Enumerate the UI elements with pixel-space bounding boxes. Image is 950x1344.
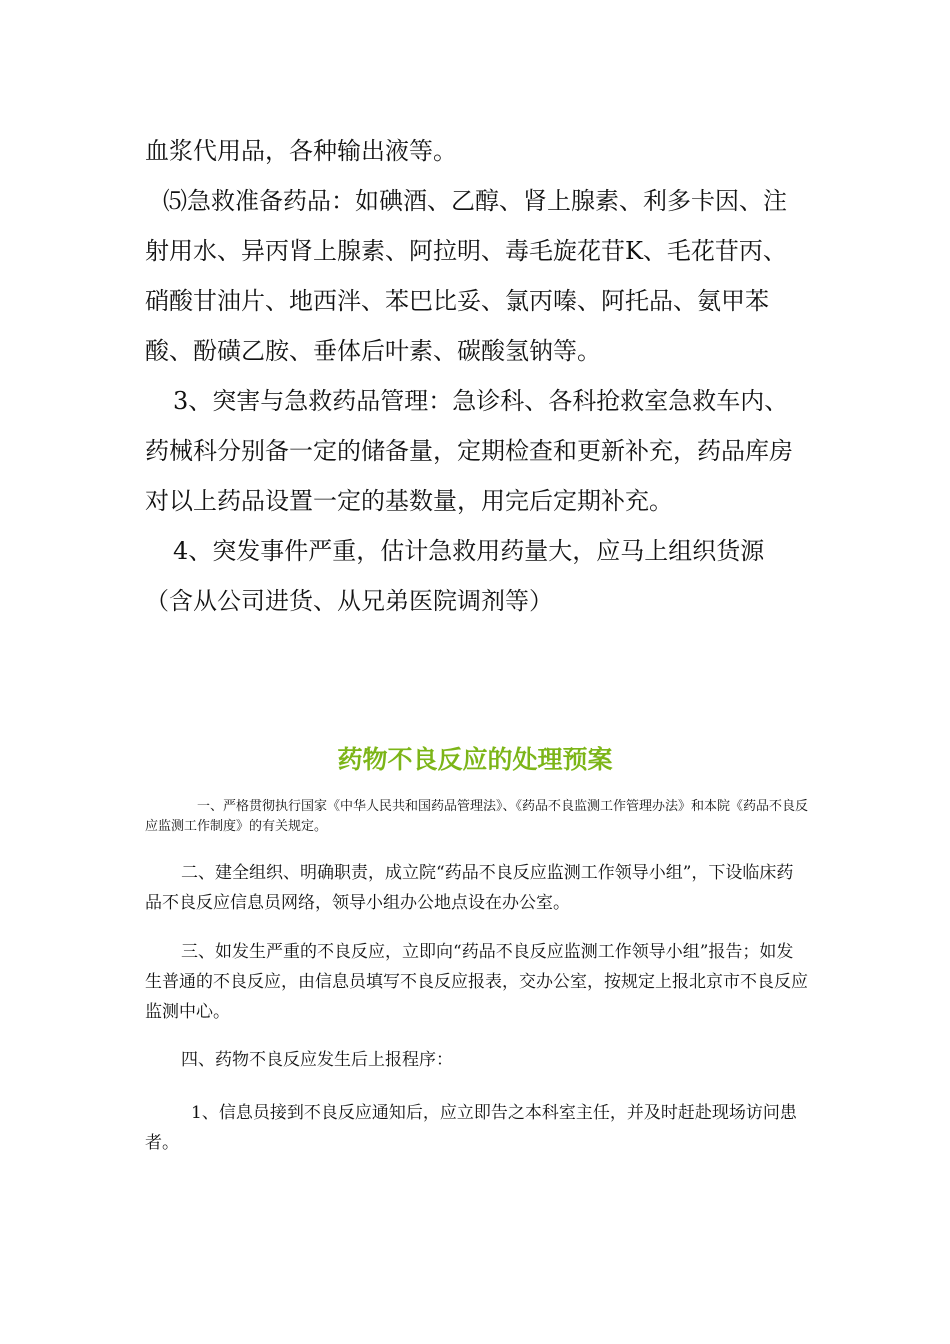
section-paragraph-procedure-step-1: 1、信息员接到不良反应通知后，应立即告之本科室主任，并及时赶赴现场访问患者。: [145, 1103, 797, 1153]
section-paragraph-organization: 二、建全组织、明确职责，成立院“药品不良反应监测工作领导小组”，下设临床药品不良反应信息员网络，领导小组办公地点设在办公室。: [145, 863, 794, 913]
paragraph-emergency-drug-management: 3、突害与急救药品管理：急诊科、各科抢救室急救车内、药械科分别备一定的储备量，定期检查和更新补充，药品库房对以上药品设置一定的基数量，用完后定期补充。: [145, 387, 793, 515]
section-paragraph-procedure-heading: 四、药物不良反应发生后上报程序：: [181, 1050, 453, 1070]
paragraph-severe-incident-supply: 4、突发事件严重，估计急救用药量大，应马上组织货源（含从公司进货、从兄弟医院调剂等）: [145, 537, 765, 615]
paragraph-plasma-substitutes: 血浆代用品，各种输出液等。: [145, 137, 457, 165]
section-title: 药物不良反应的处理预案: [337, 745, 613, 774]
section-paragraph-reporting: 三、如发生严重的不良反应，立即向“药品不良反应监测工作领导小组”报告；如发生普通的不良反应，由信息员填写不良反应报表，交办公室，按规定上报北京市不良反应监测中心。: [145, 942, 808, 1022]
section-paragraph-regulations: 一、严格贯彻执行国家《中华人民共和国药品管理法》、《药品不良监测工作管理办法》和本院《药品不良反应监测工作制度》的有关规定。: [145, 799, 809, 834]
paragraph-emergency-drugs: ⑸急救准备药品：如碘酒、乙醇、肾上腺素、利多卡因、注射用水、异丙肾上腺素、阿拉明、毒毛旋花苷K、毛花苷丙、硝酸甘油片、地西泮、苯巴比妥、氯丙嗪、阿托品、氨甲苯酸、酚磺乙胺、垂体后叶素、碳酸氢钠等。: [145, 187, 787, 365]
